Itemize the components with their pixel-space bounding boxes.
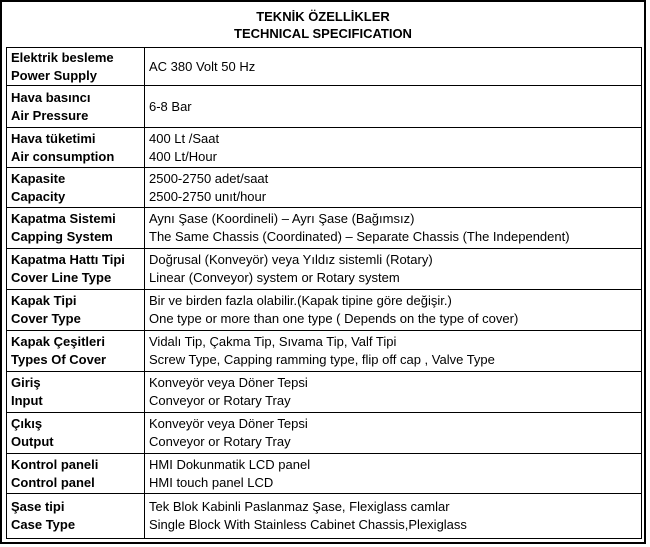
label-tr: Kapak Çeşitleri (11, 334, 105, 349)
label-en: Air consumption (11, 148, 115, 164)
value-line: Vidalı Tip, Çakma Tip, Sıvama Tip, Valf Tipi (149, 334, 397, 349)
table-row (7, 331, 642, 372)
table-row (7, 290, 642, 331)
label-tr: Şase tipi (11, 499, 65, 514)
value-line: 400 Lt/Hour (149, 148, 217, 164)
label-en: Output (11, 434, 54, 449)
row-label (7, 331, 145, 372)
label-en: Input (11, 393, 43, 408)
value-line: 2500-2750 unıt/hour (149, 188, 267, 204)
label-en: Control panel (11, 474, 95, 490)
label-en: Types Of Cover (11, 352, 107, 367)
value-line: HMI touch panel LCD (149, 474, 274, 490)
row-label (7, 48, 145, 86)
value-line: AC 380 Volt 50 Hz (149, 58, 256, 74)
row-value (145, 128, 642, 168)
value-line: 400 Lt /Saat (149, 130, 220, 146)
row-label (7, 208, 145, 249)
value-line: Conveyor or Rotary Tray (149, 393, 291, 408)
document-title (2, 2, 644, 40)
row-label (7, 494, 145, 539)
table-row (7, 372, 642, 413)
row-label (7, 372, 145, 413)
row-value (145, 454, 642, 494)
label-tr: Kapatma Hattı Tipi (11, 252, 125, 267)
label-en: Capping System (11, 229, 113, 244)
row-value (145, 494, 642, 539)
value-line: The Same Chassis (Coordinated) – Separate Chassis (The Independent) (149, 229, 570, 244)
table-row (7, 454, 642, 494)
row-value (145, 290, 642, 331)
value-line: Tek Blok Kabinli Paslanmaz Şase, Flexiglass camlar (149, 499, 450, 514)
table-row (7, 249, 642, 290)
value-line: 6-8 Bar (149, 98, 192, 114)
label-en: Cover Line Type (11, 270, 112, 285)
row-value (145, 249, 642, 290)
label-tr: Kapak Tipi (11, 293, 77, 308)
table-row (7, 494, 642, 539)
row-label (7, 290, 145, 331)
table-row (7, 128, 642, 168)
value-line: Single Block With Stainless Cabinet Chassis,Plexiglass (149, 517, 467, 532)
row-label (7, 413, 145, 454)
value-line: HMI Dokunmatik LCD panel (149, 456, 311, 472)
label-tr: Kapasite (11, 170, 66, 186)
value-line: Screw Type, Capping ramming type, flip off cap , Valve Type (149, 352, 495, 367)
value-line: Konveyör veya Döner Tepsi (149, 416, 308, 431)
row-value (145, 372, 642, 413)
row-label (7, 128, 145, 168)
row-value (145, 48, 642, 86)
row-value (145, 86, 642, 128)
table-row (7, 86, 642, 128)
row-value (145, 331, 642, 372)
label-tr: Kontrol paneli (11, 456, 99, 472)
title-tr: TEKNİK ÖZELLİKLER (256, 9, 390, 24)
row-value (145, 168, 642, 208)
row-label (7, 86, 145, 128)
label-tr: Hava basıncı (11, 89, 91, 105)
row-label (7, 249, 145, 290)
label-tr: Hava tüketimi (11, 130, 96, 146)
label-tr: Giriş (11, 375, 41, 390)
value-line: Konveyör veya Döner Tepsi (149, 375, 308, 390)
label-en: Cover Type (11, 311, 81, 326)
label-en: Capacity (11, 188, 66, 204)
value-line: Aynı Şase (Koordineli) – Ayrı Şase (Bağımsız) (149, 211, 415, 226)
value-line: Doğrusal (Konveyör) veya Yıldız sistemli (Rotary) (149, 252, 433, 267)
table-row (7, 208, 642, 249)
label-tr: Elektrik besleme (11, 49, 114, 65)
title-en: TECHNICAL SPECIFICATION (234, 26, 412, 41)
label-en: Case Type (11, 517, 76, 532)
table-row (7, 168, 642, 208)
row-label (7, 168, 145, 208)
table-row (7, 48, 642, 86)
label-en: Air Pressure (11, 107, 89, 123)
value-line: Conveyor or Rotary Tray (149, 434, 291, 449)
value-line: One type or more than one type ( Depends on the type of cover) (149, 311, 519, 326)
label-tr: Kapatma Sistemi (11, 211, 116, 226)
value-line: Bir ve birden fazla olabilir.(Kapak tipine göre değişir.) (149, 293, 452, 308)
value-line: 2500-2750 adet/saat (149, 170, 269, 186)
value-line: Linear (Conveyor) system or Rotary system (149, 270, 400, 285)
row-label (7, 454, 145, 494)
spec-table (6, 47, 642, 539)
label-tr: Çıkış (11, 416, 43, 431)
row-value (145, 413, 642, 454)
table-row (7, 413, 642, 454)
label-en: Power Supply (11, 67, 97, 83)
row-value (145, 208, 642, 249)
